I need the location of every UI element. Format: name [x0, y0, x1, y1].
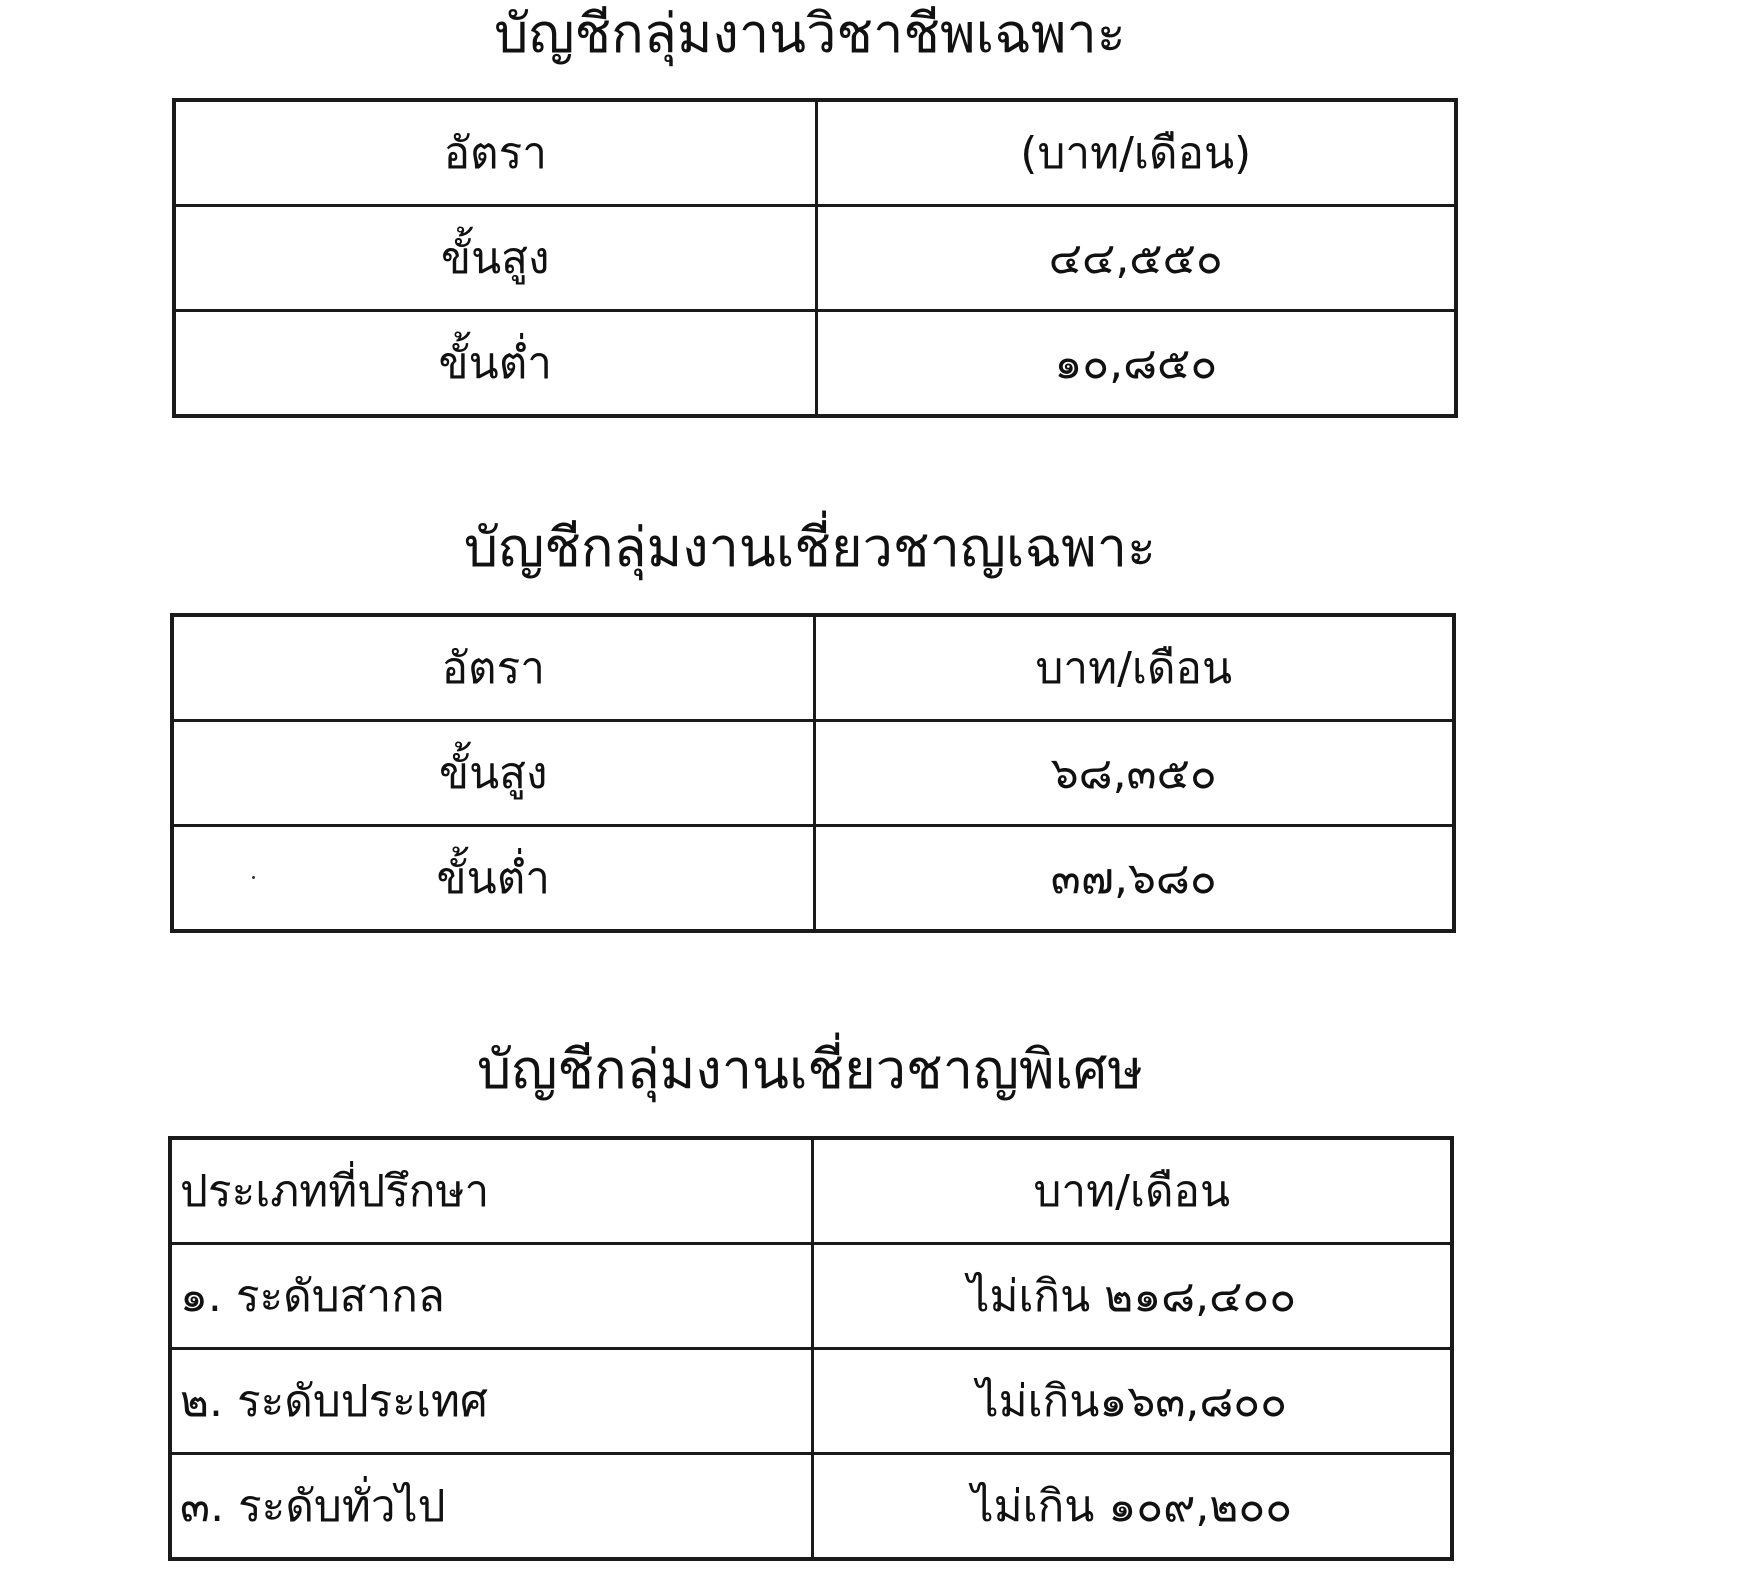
row-value: ไม่เกิน ๒๑๘,๔๐๐	[812, 1244, 1452, 1349]
table-row	[174, 206, 1456, 311]
table-header-row	[172, 615, 1454, 721]
row-value: ๖๘,๓๕๐	[814, 721, 1454, 826]
section-title-expert-specific: บัญชีกลุ่มงานเชี่ยวชาญเฉพาะ	[463, 516, 1157, 579]
header-cell-unit: บาท/เดือน	[812, 1138, 1452, 1244]
header-cell-unit: (บาท/เดือน)	[816, 100, 1456, 206]
header-cell-advisor-type: ประเภทที่ปรึกษา	[170, 1138, 812, 1244]
table-header-row	[174, 100, 1456, 206]
row-label: ขั้นต่ำ	[174, 311, 816, 417]
row-label: ขั้นต่ำ	[172, 826, 814, 932]
section-title-professional: บัญชีกลุ่มงานวิชาชีพเฉพาะ	[494, 2, 1126, 65]
table-row	[170, 1244, 1452, 1349]
row-label: ๑. ระดับสากล	[170, 1244, 812, 1349]
row-value: ๑๐,๘๕๐	[816, 311, 1456, 417]
header-cell-rate: อัตรา	[174, 100, 816, 206]
table-row	[170, 1349, 1452, 1454]
row-value: ๓๗,๖๘๐	[814, 826, 1454, 932]
table-header-row	[170, 1138, 1452, 1244]
row-label: ขั้นสูง	[172, 721, 814, 826]
rate-table-professional	[172, 98, 1458, 418]
table-row	[170, 1454, 1452, 1560]
row-label: ๒. ระดับประเทศ	[170, 1349, 812, 1454]
header-cell-rate: อัตรา	[172, 615, 814, 721]
table-row	[174, 311, 1456, 417]
rate-table-expert-special	[168, 1136, 1454, 1561]
section-title-expert-special: บัญชีกลุ่มงานเชี่ยวชาญพิเศษ	[477, 1038, 1143, 1101]
table-row	[172, 826, 1454, 932]
row-label: ๓. ระดับทั่วไป	[170, 1454, 812, 1560]
header-cell-unit: บาท/เดือน	[814, 615, 1454, 721]
rate-table-expert-specific	[170, 613, 1456, 933]
row-label: ขั้นสูง	[174, 206, 816, 311]
row-value: ไม่เกิน๑๖๓,๘๐๐	[812, 1349, 1452, 1454]
scan-speck	[252, 876, 255, 879]
row-value: ไม่เกิน ๑๐๙,๒๐๐	[812, 1454, 1452, 1560]
row-value: ๔๔,๕๕๐	[816, 206, 1456, 311]
table-row	[172, 721, 1454, 826]
